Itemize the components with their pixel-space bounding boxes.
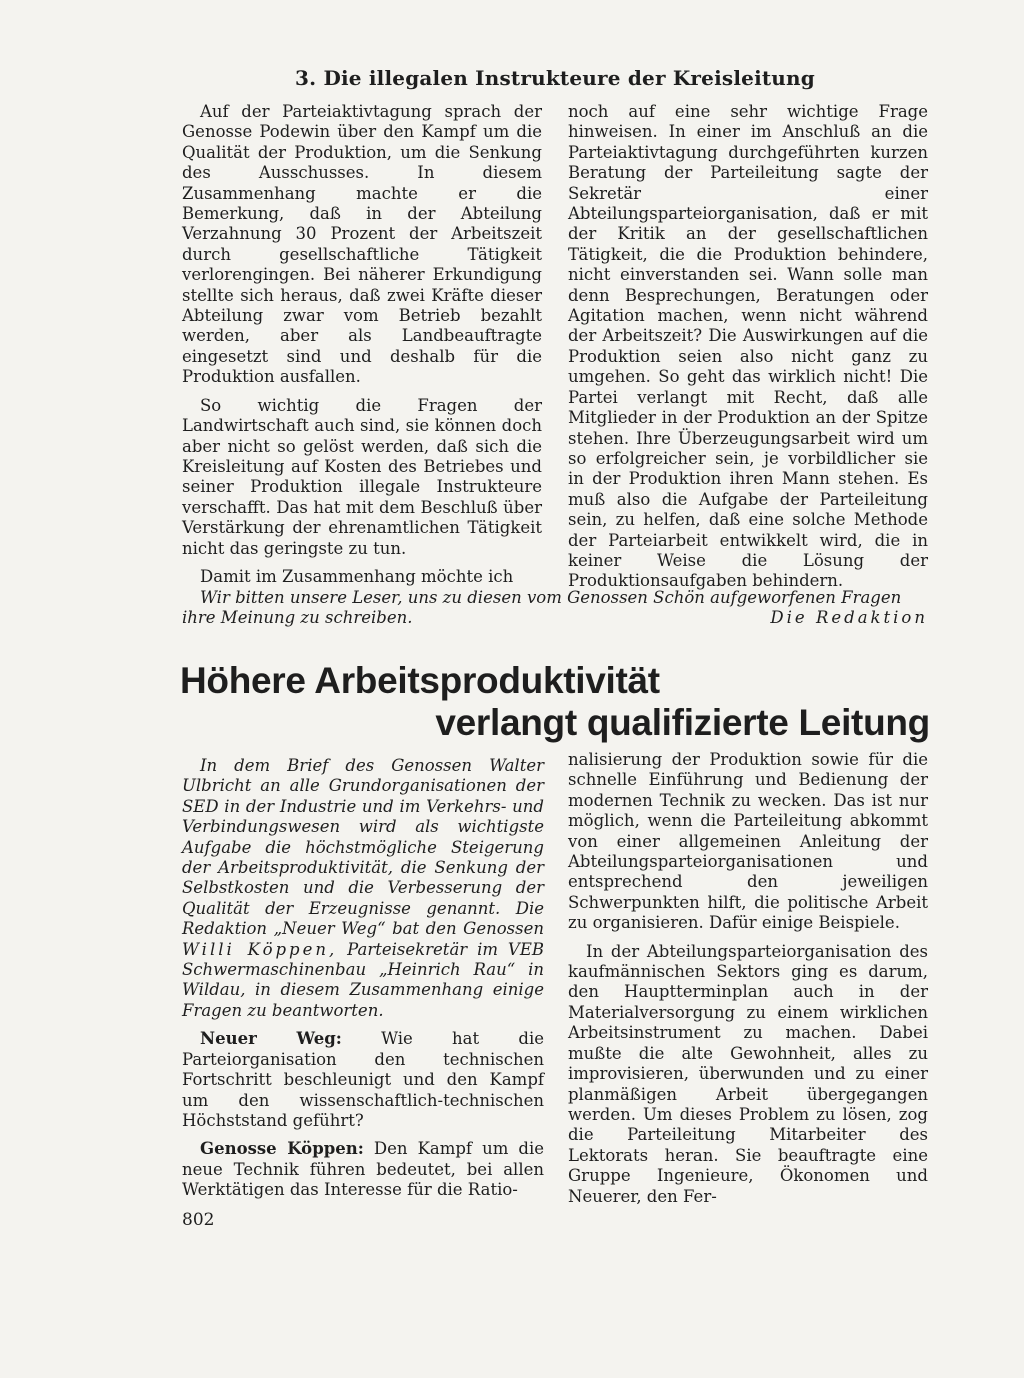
editor-note-line-2-row bbox=[182, 608, 928, 628]
page-number: 802 bbox=[182, 1210, 215, 1230]
answer-paragraph bbox=[182, 1139, 544, 1200]
editor-note bbox=[182, 588, 928, 629]
question-paragraph bbox=[182, 1029, 544, 1131]
intro-name: Willi Köppen, bbox=[182, 939, 338, 959]
paragraph: So wichtig die Fragen der Landwirtschaft auch sind, sie können doch aber nicht so gelöst werden, daß sich die Kreisleitung auf Kosten des Betriebes und seiner Produktion illegale Instrukteure verschafft. Das hat mit dem Beschluß über Verstärkung der ehrenamtlichen Tätigkeit nicht das geringste zu tun. bbox=[182, 395, 542, 558]
editor-signature: Die Redaktion bbox=[770, 608, 928, 628]
column-1 bbox=[182, 102, 542, 587]
intro-paragraph bbox=[182, 756, 544, 1021]
headline-line-2: verlangt qualifizierte Leitung bbox=[435, 702, 930, 743]
headline-line-1: Höhere Arbeitsproduktivität bbox=[180, 660, 660, 701]
question-text: Wie hat die Parteiorganisation den technischen Fortschritt beschleunigt und den Kampf um den wissenschaftlich-technischen Höchststand geführt? bbox=[182, 1029, 544, 1130]
column-4 bbox=[568, 750, 928, 1207]
answer-label: Genosse Köppen: bbox=[200, 1139, 364, 1159]
article-headline bbox=[180, 660, 930, 744]
section-title: 3. Die illegalen Instrukteure der Kreisleitung bbox=[295, 66, 815, 90]
editor-note-line-2: ihre Meinung zu schreiben. bbox=[182, 608, 413, 628]
question-label: Neuer Weg: bbox=[200, 1029, 342, 1049]
answer-text: Den Kampf um die neue Technik führen bedeutet, bei allen Werktätigen das Interesse für die Ratio- bbox=[182, 1139, 544, 1200]
column-3 bbox=[182, 756, 544, 1201]
paragraph: noch auf eine sehr wichtige Frage hinweisen. In einer im Anschluß an die Parteiaktivtagung durchgeführten kurzen Beratung der Parteileitung sagte der Sekretär einer Abteilungsparteiorganisation, daß er mit der Kritik an der gesellschaftlichen Tätigkeit, die die Produktion behindere, nicht einverstanden sei. Wann solle man denn Besprechungen, Beratungen oder Agitation machen, wenn nicht während der Arbeitszeit? Die Auswirkungen auf die Produktion seien also nicht ganz zu umgehen. So geht das wirklich nicht! Die Partei verlangt mit Recht, daß alle Mitglieder in der Produktion an der Spitze stehen. Ihre Überzeugungsarbeit wird um so erfolgreicher sein, je vorbildlicher sie in der Produktion ihren Mann stehen. Es muß also die Aufgabe der Parteileitung sein, zu helfen, daß eine solche Methode der Parteiarbeit entwikkelt wird, die in keiner Weise die Lösung der Produktionsaufgaben behindern. bbox=[568, 102, 928, 591]
paragraph: Damit im Zusammenhang möchte ich bbox=[200, 566, 514, 586]
column-2 bbox=[568, 102, 928, 592]
paragraph: Auf der Parteiaktivtagung sprach der Genosse Podewin über den Kampf um die Qualität der Produktion, um die Senkung des Ausschusses. In diesem Zusammenhang machte er die Bemerkung, daß in der Abteilung Verzahnung 30 Prozent der Arbeitszeit durch gesellschaftliche Tätigkeit verlorengingen. Bei näherer Erkundigung stellte sich heraus, daß zwei Kräfte dieser Abteilung zwar vom Betrieb bezahlt werden, aber als Landbeauftragte eingesetzt sind und deshalb für die Produktion ausfallen. bbox=[182, 102, 542, 387]
intro-text-b: Parteisekretär im VEB Schwermaschinenbau „Heinrich Rau“ in Wildau, in diesem Zusammenhang einige Fragen zu beantworten. bbox=[182, 939, 544, 1020]
intro-text-a: In dem Brief des Genossen Walter Ulbricht an alle Grundorganisationen der SED in der Industrie und im Verkehrs- und Verbindungswesen wird als wichtigste Aufgabe die höchstmögliche Steigerung der Arbeitsproduktivität, die Senkung der Selbstkosten und die Verbesserung der Qualität der Erzeugnisse genannt. Die Redaktion „Neuer Weg“ bat den Genossen bbox=[182, 756, 544, 939]
paragraph: nalisierung der Produktion sowie für die schnelle Einführung und Bedienung der modernen Technik zu wecken. Das ist nur möglich, wenn die Parteileitung abkommt von einer allgemeinen Anleitung der Abteilungsparteiorganisationen und entsprechend den jeweiligen Schwerpunkten hilft, die politische Arbeit zu organisieren. Dafür einige Beispiele. bbox=[568, 750, 928, 933]
paragraph: In der Abteilungsparteiorganisation des kaufmännischen Sektors ging es darum, den Hauptterminplan auch in der Materialversorgung zu einem wirklichen Arbeitsinstrument zu machen. Dabei mußte die alte Gewohnheit, alles zu improvisieren, überwunden und zu einer planmäßigen Arbeit übergegangen werden. Um dieses Problem zu lösen, zog die Parteileitung Mitarbeiter des Lektorats heran. Sie beauftragte eine Gruppe Ingenieure, Ökonomen und Neuerer, den Fer- bbox=[568, 941, 928, 1206]
editor-note-line-1: Wir bitten unsere Leser, uns zu diesen vom Genossen Schön aufgeworfenen Fragen bbox=[200, 588, 902, 607]
